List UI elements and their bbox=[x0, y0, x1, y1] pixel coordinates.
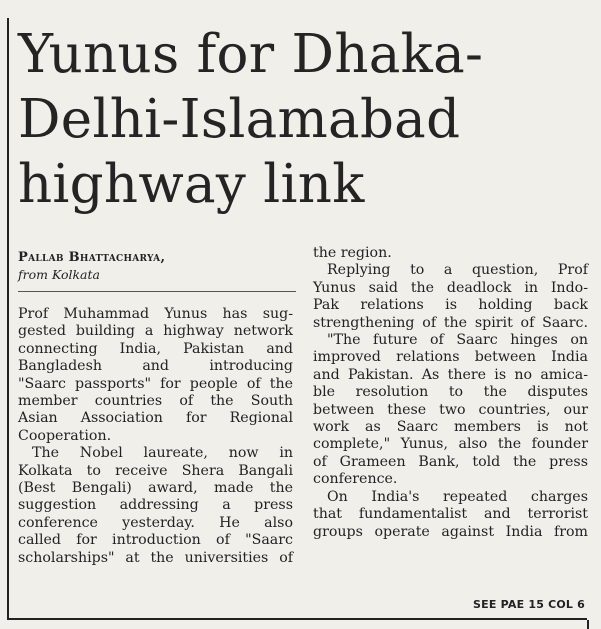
byline-author: Pallab Bhattacharya, bbox=[18, 250, 166, 265]
text-line: strengthening of the spirit of Saarc. bbox=[313, 314, 588, 331]
headline-line-2: Delhi-Islamabad bbox=[18, 89, 461, 150]
text-line: (Best Bengali) award, made the bbox=[18, 480, 293, 497]
text-line: "Saarc passports" for people of the bbox=[18, 375, 293, 392]
article-column-1 bbox=[18, 306, 293, 567]
text-line: Pak relations is holding back bbox=[313, 297, 588, 314]
text-line: and Pakistan. As there is no amica- bbox=[313, 366, 588, 383]
text-line: that fundamentalist and terrorist bbox=[313, 506, 588, 523]
text-line: Replying to a question, Prof bbox=[327, 262, 588, 279]
text-line: scholarships" at the universities of bbox=[18, 549, 293, 566]
text-line: complete," Yunus, also the founder bbox=[313, 436, 588, 453]
text-line: The Nobel laureate, now in bbox=[32, 445, 293, 462]
headline-line-1: Yunus for Dhaka- bbox=[18, 24, 484, 85]
text-line: conference. bbox=[313, 471, 398, 488]
text-line: member countries of the South bbox=[18, 393, 293, 410]
text-line: gested building a highway network bbox=[18, 323, 293, 340]
text-line: called for introduction of "Saarc bbox=[18, 532, 293, 549]
text-line: suggestion addressing a press bbox=[18, 497, 293, 514]
text-line: Cooperation. bbox=[18, 427, 112, 444]
text-line: Kolkata to receive Shera Bangali bbox=[18, 462, 293, 479]
text-line: work as Saarc members is not bbox=[313, 419, 588, 436]
text-line: connecting India, Pakistan and bbox=[18, 340, 293, 357]
text-line: "The future of Saarc hinges on bbox=[327, 332, 588, 349]
bottom-rule bbox=[7, 618, 587, 620]
text-line: Prof Muhammad Yunus has sug- bbox=[18, 306, 293, 322]
byline-divider bbox=[18, 291, 296, 292]
headline bbox=[18, 22, 593, 217]
article-column-2 bbox=[313, 245, 588, 541]
text-line: groups operate against India from bbox=[313, 523, 588, 540]
left-column-rule bbox=[7, 18, 9, 618]
byline bbox=[18, 249, 298, 283]
text-line: conference yesterday. He also bbox=[18, 514, 293, 531]
text-line: the region. bbox=[313, 245, 392, 261]
text-line: On India's repeated charges bbox=[327, 488, 588, 505]
text-line: improved relations between India bbox=[313, 349, 588, 366]
text-line: Asian Association for Regional bbox=[18, 410, 293, 427]
byline-location: from Kolkata bbox=[18, 267, 100, 282]
text-line: Yunus said the deadlock in Indo- bbox=[313, 279, 588, 296]
text-line: Bangladesh and introducing bbox=[18, 358, 293, 375]
text-line: between these two countries, our bbox=[313, 401, 588, 418]
headline-line-3: highway link bbox=[18, 154, 365, 215]
text-line: of Grameen Bank, told the press bbox=[313, 453, 588, 470]
right-corner-rule bbox=[587, 620, 589, 629]
continuation-jump-line: SEE PAE 15 COL 6 bbox=[473, 598, 585, 611]
text-line: ble resolution to the disputes bbox=[313, 384, 588, 401]
